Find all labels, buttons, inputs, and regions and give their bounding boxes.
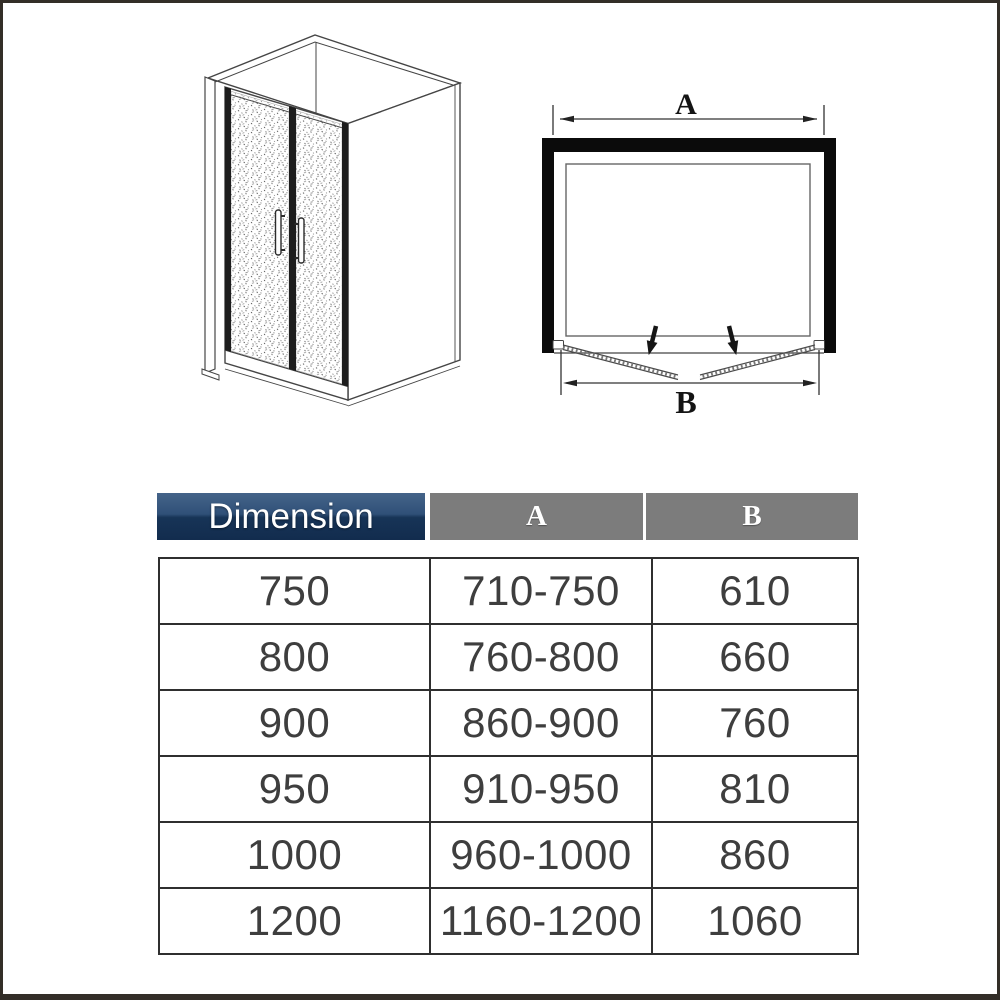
left-wall-edge bbox=[205, 77, 215, 373]
door-leaf-left-open bbox=[563, 345, 678, 380]
pivot-block-right bbox=[814, 341, 825, 350]
meeting-stiles bbox=[289, 106, 296, 371]
door-left-hatch bbox=[563, 347, 678, 377]
cell-dimension: 1000 bbox=[159, 822, 430, 888]
dimension-table bbox=[158, 557, 859, 955]
cell-a: 860-900 bbox=[430, 690, 652, 756]
door-left-edge2 bbox=[563, 350, 678, 380]
table-row bbox=[159, 888, 858, 954]
cell-b: 810 bbox=[652, 756, 858, 822]
cell-a: 910-950 bbox=[430, 756, 652, 822]
cell-dimension: 950 bbox=[159, 756, 430, 822]
table-row bbox=[159, 690, 858, 756]
enclosure-frame bbox=[542, 138, 836, 353]
table-row bbox=[159, 822, 858, 888]
cell-dimension: 900 bbox=[159, 690, 430, 756]
cell-b: 860 bbox=[652, 822, 858, 888]
right-stile bbox=[342, 122, 348, 387]
dimension-a-arrow-right bbox=[803, 116, 817, 122]
frame-left-bar bbox=[542, 138, 554, 353]
inner-wall-rect bbox=[566, 164, 810, 336]
door-leaf-right-open bbox=[700, 345, 815, 380]
cell-dimension: 1200 bbox=[159, 888, 430, 954]
dimension-b-label: B bbox=[675, 384, 697, 420]
frame-right-bar bbox=[824, 138, 836, 353]
cell-b: 760 bbox=[652, 690, 858, 756]
handle-right bbox=[299, 218, 305, 263]
pivot-block-left bbox=[553, 341, 564, 350]
dimension-a-arrow-left bbox=[560, 116, 574, 122]
cell-a: 710-750 bbox=[430, 558, 652, 624]
dimension-b-arrow-right bbox=[803, 380, 817, 386]
table-row bbox=[159, 756, 858, 822]
table-header-row bbox=[157, 493, 858, 540]
swing-arrow-left bbox=[643, 325, 661, 357]
cell-dimension: 750 bbox=[159, 558, 430, 624]
door-right-edge1 bbox=[700, 345, 815, 375]
frame-top-bar bbox=[542, 138, 836, 152]
cell-dimension: 800 bbox=[159, 624, 430, 690]
cell-a: 1160-1200 bbox=[430, 888, 652, 954]
door-right-hatch bbox=[700, 347, 815, 377]
left-stile bbox=[225, 87, 231, 352]
table-row bbox=[159, 558, 858, 624]
shower-top-view-diagram bbox=[520, 80, 860, 430]
table-header-a: A bbox=[430, 493, 643, 540]
cell-b: 660 bbox=[652, 624, 858, 690]
table-row bbox=[159, 624, 858, 690]
table-header-b: B bbox=[646, 493, 858, 540]
cell-b: 610 bbox=[652, 558, 858, 624]
cell-b: 1060 bbox=[652, 888, 858, 954]
handle-left bbox=[276, 210, 282, 255]
shower-enclosure-isometric-drawing bbox=[143, 3, 503, 443]
table-header-dimension: Dimension bbox=[157, 493, 425, 540]
dimension-b-arrow-left bbox=[563, 380, 577, 386]
door-right-edge2 bbox=[700, 350, 815, 380]
dimension-a-label: A bbox=[675, 88, 697, 121]
door-left-edge1 bbox=[563, 345, 678, 375]
cell-a: 960-1000 bbox=[430, 822, 652, 888]
cell-a: 760-800 bbox=[430, 624, 652, 690]
swing-arrow-right bbox=[724, 325, 742, 357]
right-side-wall bbox=[348, 83, 460, 400]
